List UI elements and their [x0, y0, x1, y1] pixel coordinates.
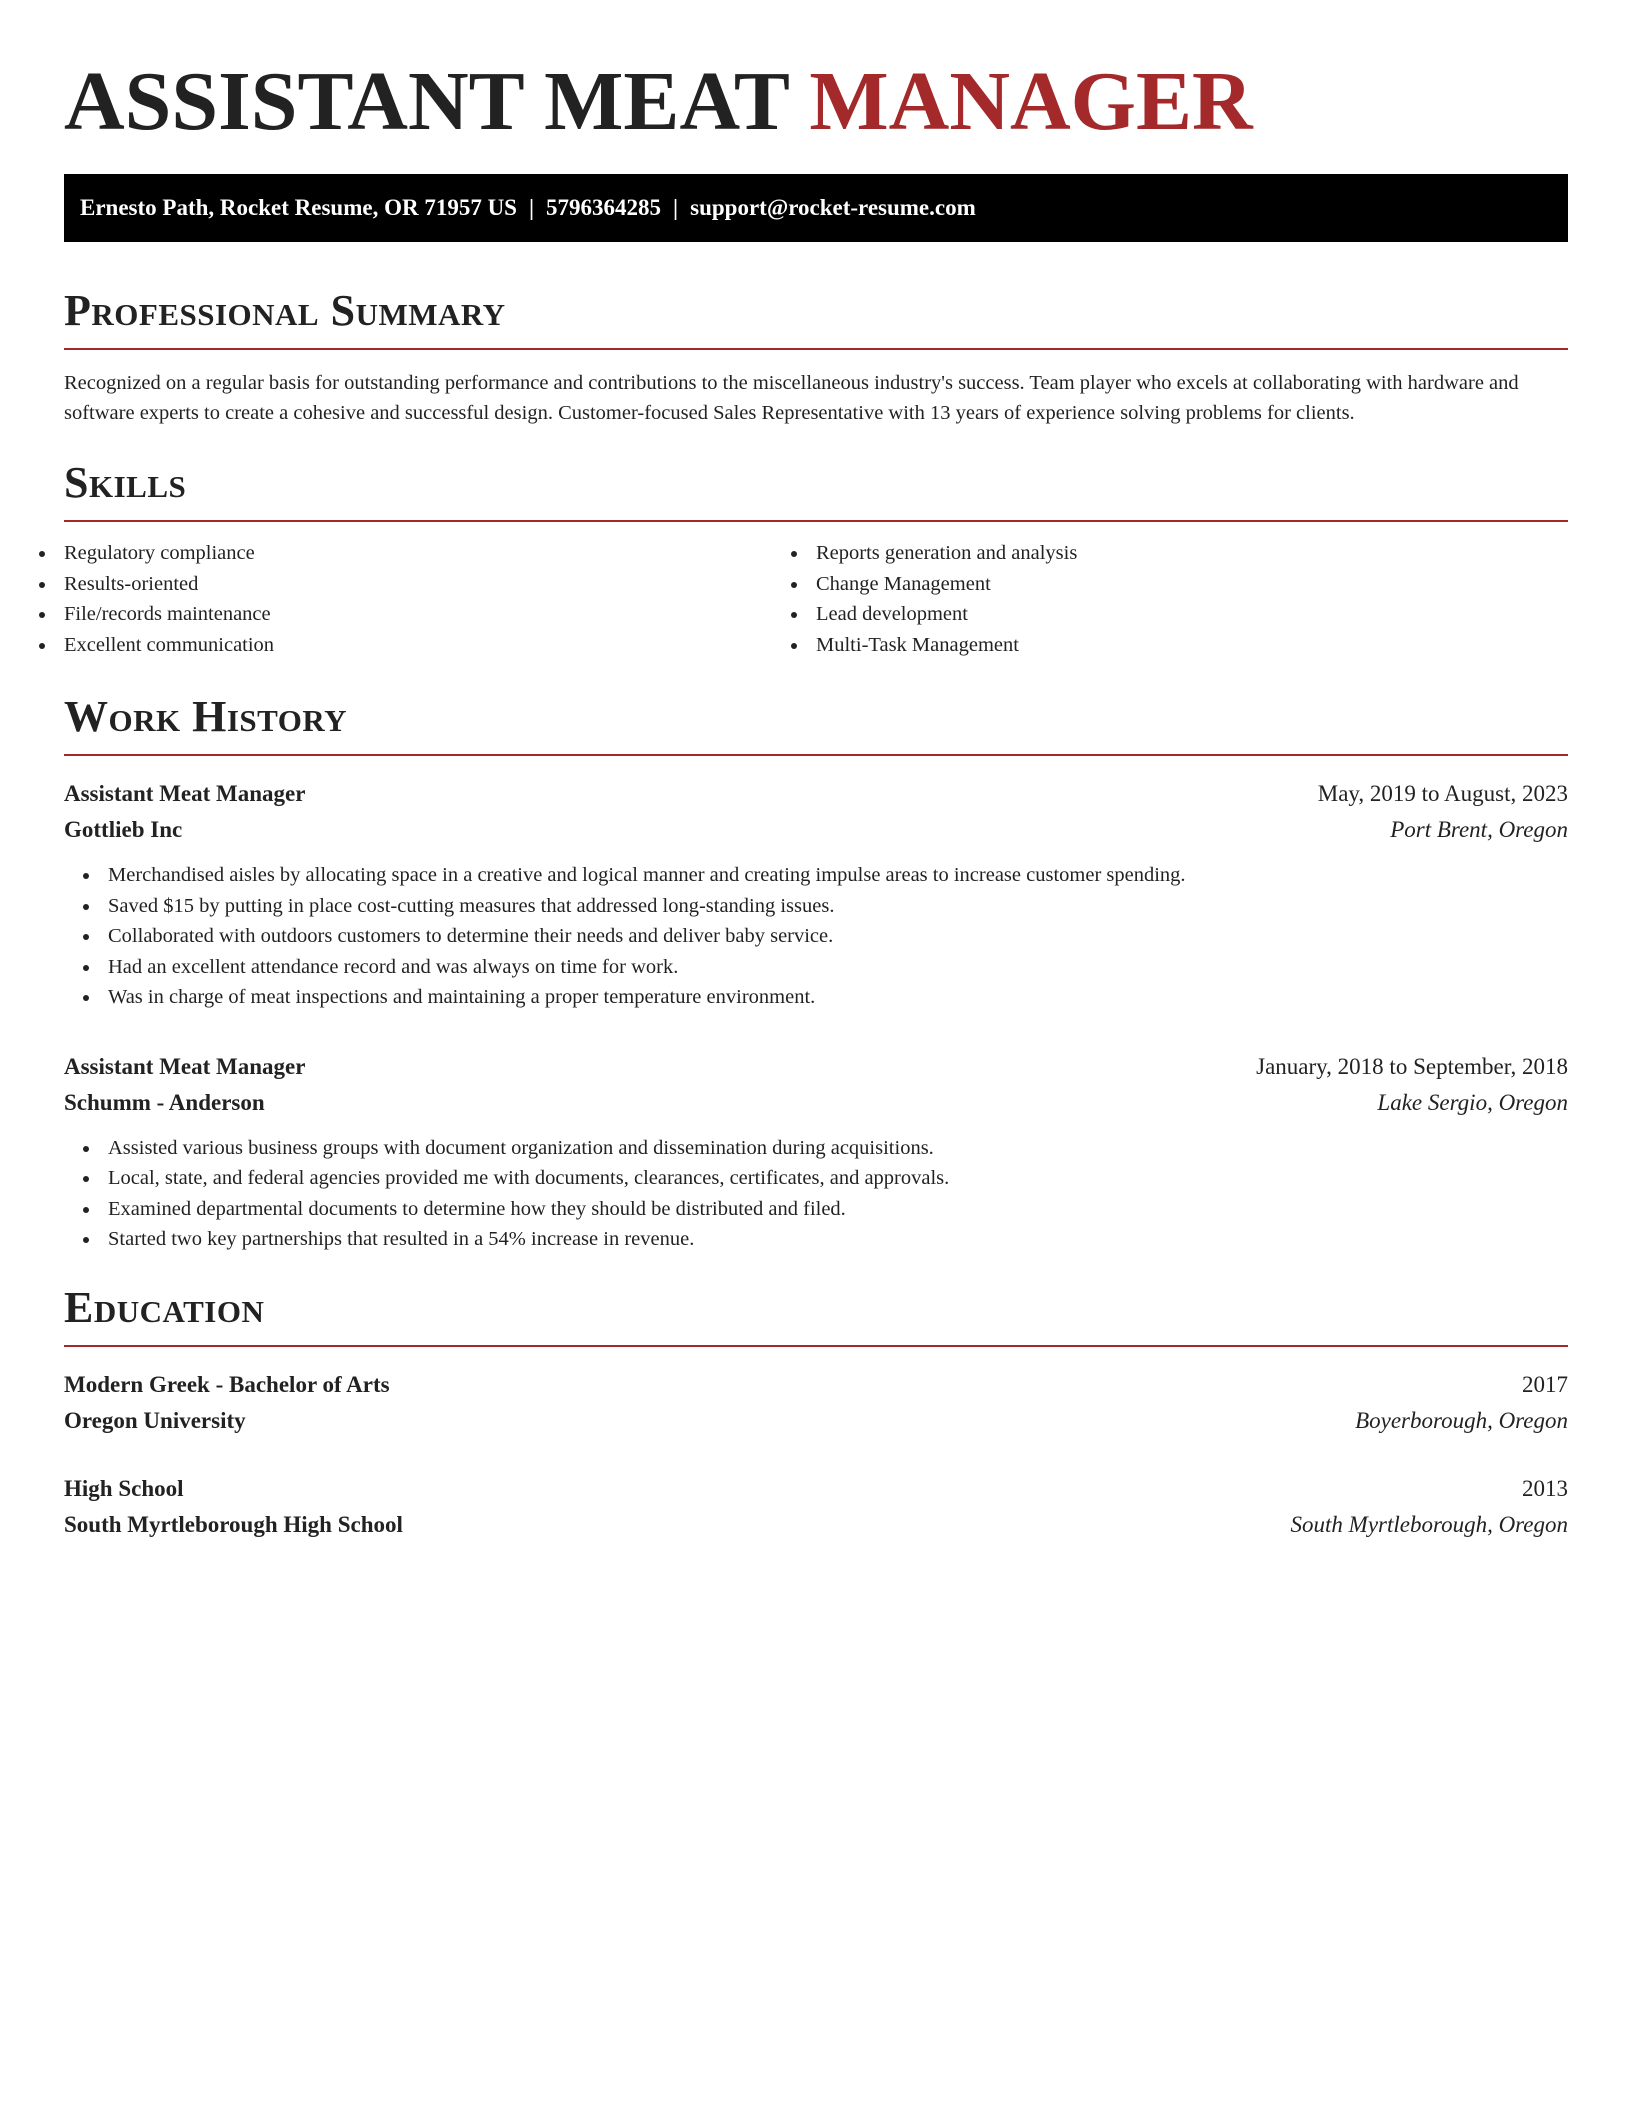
job-bullet: Started two key partnerships that resulted in a 54% increase in revenue.: [108, 1224, 1568, 1255]
job-company-row: [64, 1085, 1568, 1121]
job-location: Port Brent, Oregon: [1390, 817, 1568, 842]
section-divider: [64, 520, 1568, 522]
education-header-row: [64, 1471, 1568, 1507]
skill-item: Reports generation and analysis: [816, 538, 1568, 569]
title-part-1: ASSISTANT MEAT: [64, 55, 789, 148]
job-header-row: [64, 776, 1568, 812]
skills-column-right: [816, 538, 1568, 660]
job-company: Schumm - Anderson: [64, 1089, 265, 1115]
education-year: 2017: [1522, 1371, 1568, 1397]
education-degree: Modern Greek - Bachelor of Arts: [64, 1371, 390, 1397]
summary-text: Recognized on a regular basis for outstanding performance and contributions to the miscellaneous industry's success. Team player who excels at collaborating with hardware and software experts to create a cohesive and successful design. Customer-focused Sales Representative with 13 years of experience solving problems for clients.: [64, 372, 1519, 424]
education-header-row: [64, 1367, 1568, 1403]
section-heading-skills: Skills: [64, 458, 187, 507]
education-location: Boyerborough, Oregon: [1355, 1407, 1568, 1433]
job-company: Gottlieb Inc: [64, 817, 183, 842]
professional-summary-section: [64, 286, 1568, 428]
job-title: Assistant Meat Manager: [64, 1053, 306, 1079]
job-entry: [64, 1049, 1568, 1255]
skill-item: Results-oriented: [64, 569, 816, 600]
job-company-row: [64, 812, 1568, 848]
section-heading-education: Education: [64, 1282, 265, 1332]
job-header-row: [64, 1049, 1568, 1085]
job-bullet: Local, state, and federal agencies provided me with documents, clearances, certificates, and approvals.: [108, 1163, 1568, 1194]
contact-address: Ernesto Path, Rocket Resume, OR 71957 US: [80, 195, 517, 220]
section-divider: [64, 1345, 1568, 1347]
education-school-row: [64, 1403, 1568, 1439]
job-bullet: Collaborated with outdoors customers to determine their needs and deliver baby service.: [108, 921, 1568, 952]
title-part-2: MANAGER: [809, 55, 1253, 148]
job-bullet: Saved $15 by putting in place cost-cutting measures that addressed long-standing issues.: [108, 891, 1568, 922]
skills-grid: [64, 538, 1568, 660]
education-school: South Myrtleborough High School: [64, 1511, 403, 1537]
job-bullet: Merchandised aisles by allocating space in a creative and logical manner and creating impulse areas to increase customer spending.: [108, 860, 1568, 891]
job-bullet: Assisted various business groups with document organization and dissemination during acquisitions.: [108, 1133, 1568, 1164]
section-divider: [64, 348, 1568, 350]
job-dates: May, 2019 to August, 2023: [1317, 781, 1568, 806]
education-section: [64, 1283, 1568, 1543]
skill-item: Lead development: [816, 599, 1568, 630]
skill-item: Excellent communication: [64, 630, 816, 661]
skills-column-left: [64, 538, 816, 660]
education-degree: High School: [64, 1475, 184, 1501]
work-history-section: [64, 692, 1568, 1255]
skills-section: [64, 458, 1568, 660]
contact-separator: |: [528, 195, 535, 220]
job-bullet: Was in charge of meat inspections and maintaining a proper temperature environment.: [108, 982, 1568, 1013]
job-bullets: [64, 860, 1568, 1013]
job-bullets: [64, 1133, 1568, 1255]
education-entry: [64, 1367, 1568, 1439]
job-entry: [64, 776, 1568, 1013]
job-bullet: Examined departmental documents to determine how they should be distributed and filed.: [108, 1194, 1568, 1225]
education-year: 2013: [1522, 1475, 1568, 1501]
contact-separator: |: [673, 195, 679, 220]
education-entry: [64, 1471, 1568, 1543]
contact-phone: 5796364285: [546, 195, 662, 220]
section-heading-summary: Professional Summary: [64, 286, 506, 335]
job-dates: January, 2018 to September, 2018: [1256, 1053, 1568, 1079]
job-title: Assistant Meat Manager: [64, 781, 306, 806]
section-divider: [64, 754, 1568, 756]
skill-item: Multi-Task Management: [816, 630, 1568, 661]
job-location: Lake Sergio, Oregon: [1377, 1089, 1568, 1115]
section-heading-work: Work History: [64, 692, 348, 741]
contact-bar: [64, 174, 1568, 242]
contact-email: support@rocket-resume.com: [690, 195, 976, 220]
job-bullet: Had an excellent attendance record and was always on time for work.: [108, 952, 1568, 983]
education-school: Oregon University: [64, 1407, 246, 1433]
education-location: South Myrtleborough, Oregon: [1290, 1511, 1568, 1537]
resume-title: [64, 0, 1568, 152]
skill-item: Regulatory compliance: [64, 538, 816, 569]
skill-item: File/records maintenance: [64, 599, 816, 630]
education-school-row: [64, 1507, 1568, 1543]
skill-item: Change Management: [816, 569, 1568, 600]
